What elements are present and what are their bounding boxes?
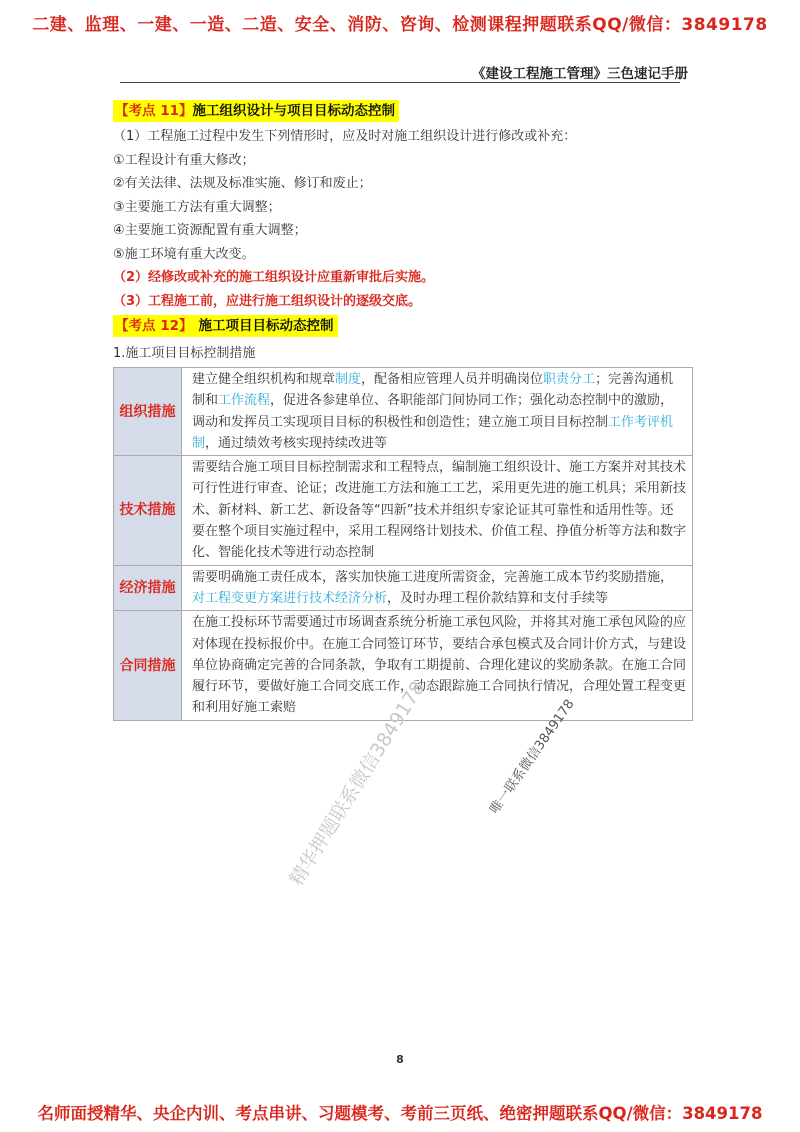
highlighted-keyword: 工作考评机制 — [192, 414, 674, 451]
measures-table — [113, 367, 693, 721]
measure-category: 技术措施 — [114, 456, 182, 565]
measure-description — [182, 456, 693, 565]
running-head: 《建设工程施工管理》三色速记手册 — [472, 66, 688, 82]
section-11-line: ②有关法律、法规及标准实施、修订和废止； — [113, 176, 372, 191]
highlighted-keyword: 制度 — [335, 372, 362, 387]
section-11-line: ⑤施工环境有重大改变。 — [113, 246, 255, 262]
measures-row — [114, 368, 693, 456]
description-text: ，配备相应管理人员并明确岗位 — [361, 372, 544, 387]
section-11-tag: 【考点 11】 — [115, 103, 193, 119]
description-text: ；完善沟通机制和 — [192, 372, 674, 409]
bottom-banner: 名师面授精华、央企内训、考点串讲、习题模考、考前三页纸、绝密押题联系QQ/微信：3849178 — [37, 1104, 763, 1123]
measure-category: 经济措施 — [114, 565, 182, 611]
description-text: ，促进各参建单位、各职能部门间协同工作；强化动态控制中的激励，调动和发挥员工实现项目目标的积极性和创造性；建立施工项目目标控制 — [192, 393, 674, 430]
section-12-heading — [113, 315, 693, 337]
section-11-title-text: 施工组织设计与项目目标动态控制 — [192, 103, 395, 119]
header-rule — [120, 82, 680, 83]
measure-description — [182, 565, 693, 611]
description-text: 需要明确施工责任成本，落实加快施工进度所需资金，完善施工成本节约奖励措施， — [192, 569, 674, 585]
highlighted-keyword: 职责分工 — [543, 372, 596, 387]
measures-row — [114, 565, 693, 611]
measures-subheading: 1.施工项目目标控制措施 — [113, 346, 256, 361]
page-content — [113, 100, 693, 721]
description-text: 建立健全组织机构和规章 — [192, 372, 336, 387]
section-11-line: （1）工程施工过程中发生下列情形时，应及时对施工组织设计进行修改或补充： — [113, 129, 577, 144]
measure-category: 组织措施 — [114, 368, 182, 456]
section-11-line: ③主要施工方法有重大调整； — [113, 199, 281, 215]
description-text: 需要结合施工项目目标控制需求和工程特点，编制施工组织设计、施工方案并对其技术可行性进行审查、论证；改进施工方法和施工工艺，采用更先进的施工机具；采用新技术、新材料、新工艺、新设备等“四新”技术并组织专家论证其可靠性和适用性等。还要在整个项目实施过程中，采用工程网络计划技术、价值工程、挣值分析等方法和数字化、智能化技术等进行动态控制 — [192, 460, 687, 561]
section-12-tag: 【考点 12】 — [115, 318, 193, 334]
highlighted-keyword: 对工程变更方案进行技术经济分析 — [192, 590, 388, 606]
measures-row — [114, 456, 693, 565]
description-text: ，通过绩效考核实现持续改进等 — [205, 435, 388, 451]
highlighted-keyword: 工作流程 — [218, 393, 271, 409]
section-11-heading — [113, 100, 693, 122]
measure-description — [182, 611, 693, 720]
watermark: 唯一联系微信3849178 — [487, 696, 578, 817]
measure-category: 合同措施 — [114, 611, 182, 720]
section-11-red-line: （3）工程施工前，应进行施工组织设计的逐级交底。 — [113, 293, 422, 309]
section-12-title-text: 施工项目目标动态控制 — [198, 318, 334, 334]
section-11-line: ④主要施工资源配置有重大调整； — [113, 223, 307, 238]
section-11-red-line: （2）经修改或补充的施工组织设计应重新审批后实施。 — [113, 270, 435, 285]
section-11-line: ①工程设计有重大修改； — [113, 152, 255, 168]
section-11-body — [113, 125, 693, 313]
section-11-title — [113, 100, 399, 122]
top-banner: 二建、监理、一建、一造、二造、安全、消防、咨询、检测课程押题联系QQ/微信：3849178 — [32, 15, 768, 35]
description-text: 在施工投标环节需要通过市场调查系统分析施工承包风险，并将其对施工承包风险的应对体现在投标报价中。在施工合同签订环节，要结合承包模式及合同计价方式，与建设单位协商确定完善的合同条款，争取有工期提前、合理化建议的奖励条款。在施工合同履行环节，要做好施工合同交底工作，动态跟踪施工合同执行情况，合理处置工程变更和利用好施工索赔 — [192, 615, 687, 716]
section-12-title — [113, 315, 338, 337]
watermark: 精华押题联系微信3849178 — [285, 677, 430, 890]
measure-description — [182, 368, 693, 456]
description-text: ，及时办理工程价款结算和支付手续等 — [387, 590, 609, 606]
page-number: 8 — [396, 1053, 404, 1066]
